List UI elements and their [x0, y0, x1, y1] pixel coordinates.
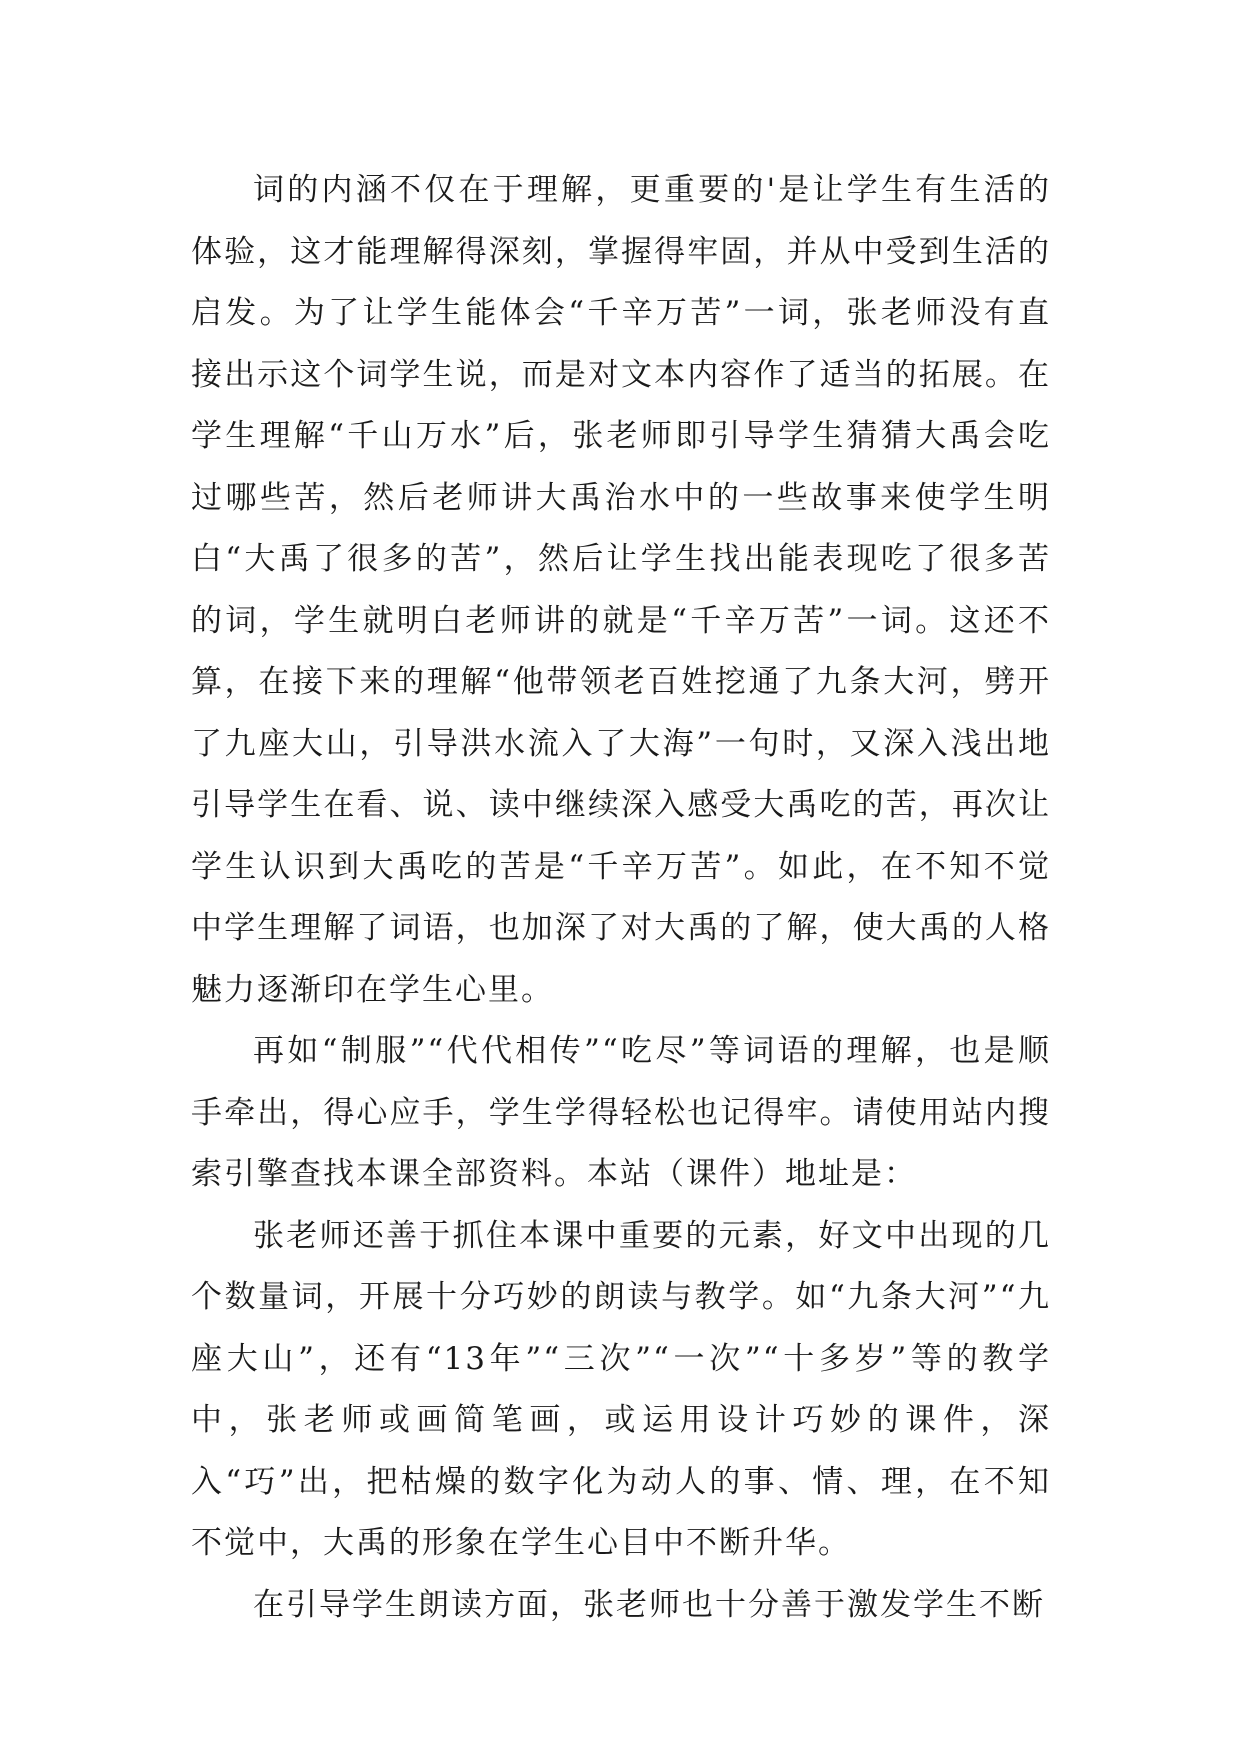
paragraph-3: 张老师还善于抓住本课中重要的元素，好文中出现的几个数量词，开展十分巧妙的朗读与教学。如“九条大河”“九座大山”，还有“13年”“三次”“一次”“十多岁”等的教学中，张老师或画简笔画，或运用设计巧妙的课件，深入“巧”出，把枯燥的数字化为动人的事、情、理，在不知不觉中，大禹的形象在学生心目中不断升华。	[191, 1217, 1051, 1561]
document-body	[191, 160, 1051, 1636]
paragraph-4: 在引导学生朗读方面，张老师也十分善于激发学生不断	[253, 1586, 1045, 1623]
paragraph-2: 再如“制服”“代代相传”“吃尽”等词语的理解，也是顺手牵出，得心应手，学生学得轻松也记得牢。请使用站内搜索引擎查找本课全部资料。本站（课件）地址是：	[191, 1033, 1051, 1192]
paragraph-1: 词的内涵不仅在于理解，更重要的'是让学生有生活的体验，这才能理解得深刻，掌握得牢固，并从中受到生活的启发。为了让学生能体会“千辛万苦”一词，张老师没有直接出示这个词学生说，而是对文本内容作了适当的拓展。在学生理解“千山万水”后，张老师即引导学生猜猜大禹会吃过哪些苦，然后老师讲大禹治水中的一些故事来使学生明白“大禹了很多的苦”，然后让学生找出能表现吃了很多苦的词，学生就明白老师讲的就是“千辛万苦”一词。这还不算，在接下来的理解“他带领老百姓挖通了九条大河，劈开了九座大山，引导洪水流入了大海”一句时，又深入浅出地引导学生在看、说、读中继续深入感受大禹吃的苦，再次让学生认识到大禹吃的苦是“千辛万苦”。如此，在不知不觉中学生理解了词语，也加深了对大禹的了解，使大禹的人格魅力逐渐印在学生心里。	[191, 172, 1051, 1008]
